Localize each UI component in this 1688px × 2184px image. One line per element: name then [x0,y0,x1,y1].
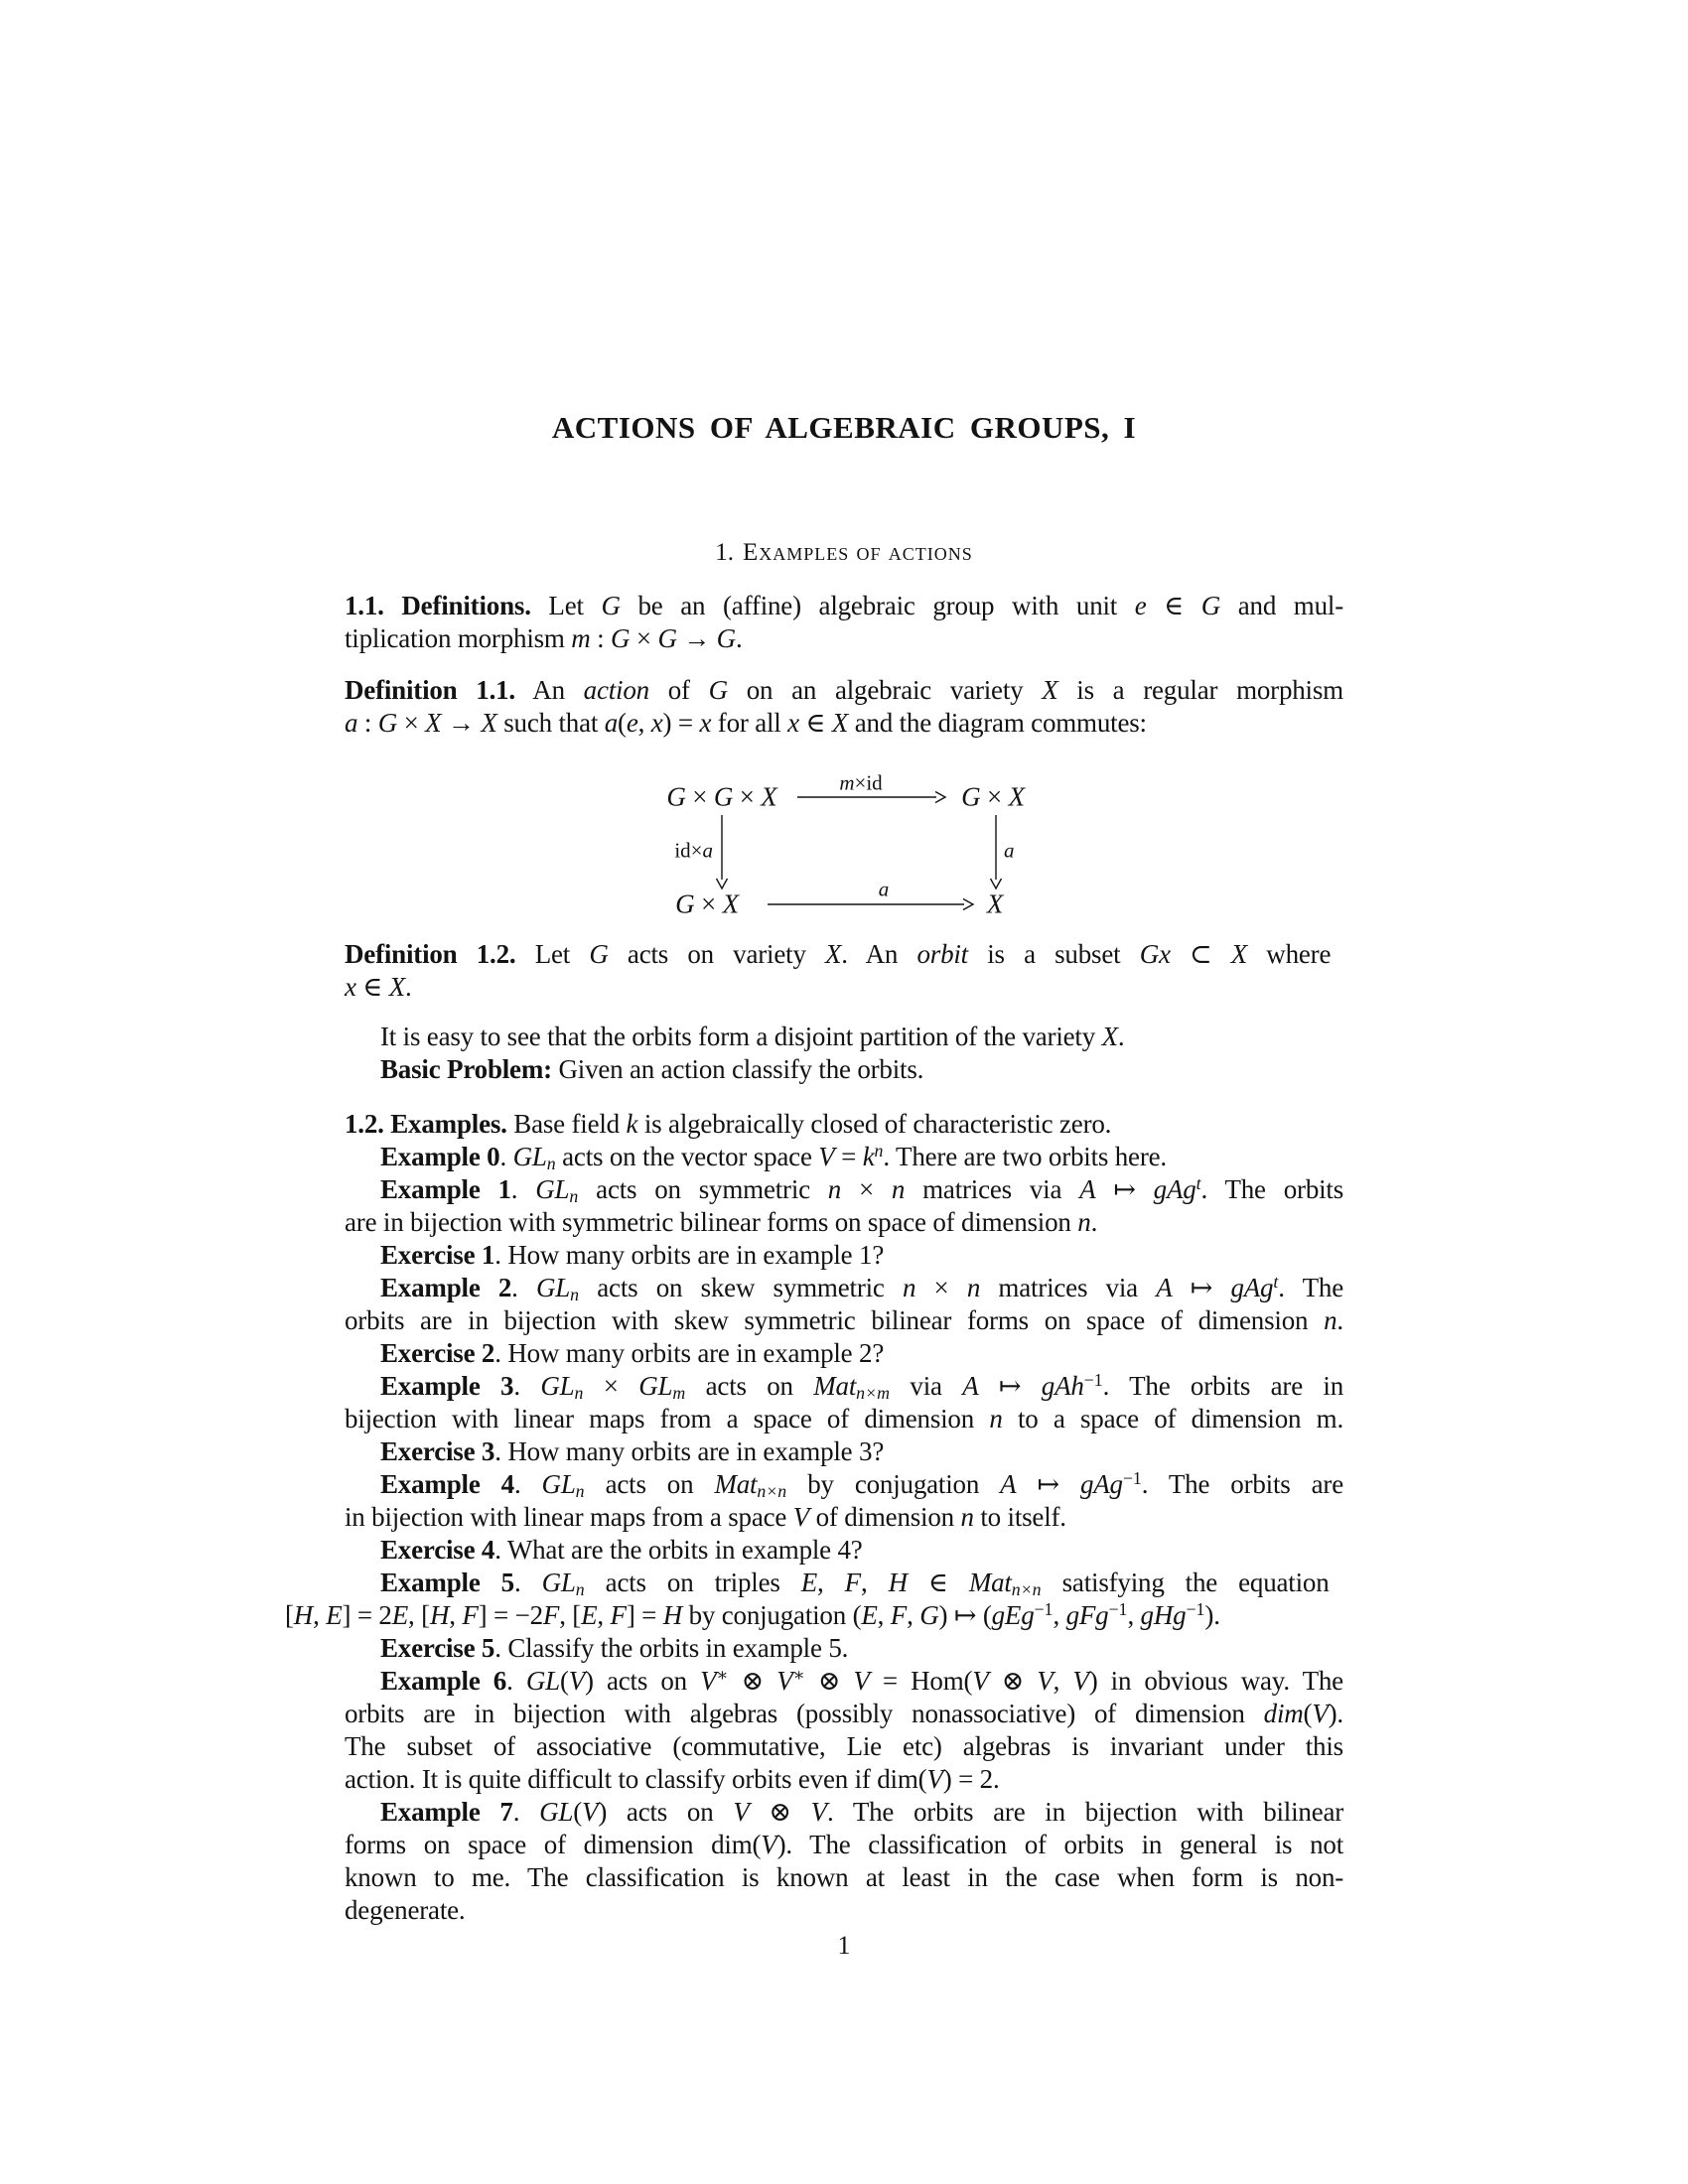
commutative-diagram [345,740,1343,938]
text-line: in bijection with linear maps from a space V of dimension n to itself. [345,1502,1066,1532]
diagram-node-gxx-top: G × X [961,781,1025,812]
page-number: 1 [837,1931,851,1960]
text-line: Example 7. GL(V) acts on V ⊗ V. The orbits are in bijection with bilinear [380,1797,1344,1827]
text-line: Definition 1.2. Let G acts on variety X. An orbit is a subset Gx ⊂ X where [345,939,1332,969]
diagram-node-gxgxx: G × G × X [666,781,777,812]
text-line: forms on space of dimension dim(V). The classification of orbits in general is not [345,1830,1344,1859]
text-line: [H, E] = 2E, [H, F] = −2F, [E, F] = H by conjugation (E, F, G) ↦ (gEg$^{-1}$, gFg$^{-1}$, gHg$^{-1}$). [285,1599,1220,1630]
text-line: orbits are in bijection with skew symmetric bilinear forms on space of dimension n. [345,1305,1343,1335]
section-number: 1. [715,539,734,566]
intro-paragraphs [345,590,1343,740]
text-line: a : G × X → X such that a(e, x) = x for all x ∈ X and the diagram commutes: [345,708,1147,738]
text-line: 1.2. Examples. Base field k is algebraically closed of characteristic zero. [345,1109,1112,1139]
text-line: orbits are in bijection with algebras (possibly nonassociative) of dimension dim(V). [345,1699,1343,1728]
text-line: Exercise 1. How many orbits are in example 1? [380,1240,885,1270]
section-title: Examples of actions [742,539,973,566]
page-title: ACTIONS OF ALGEBRAIC GROUPS, I [551,410,1137,445]
text-line: 1.1. Definitions. Let G be an (affine) algebraic group with unit e ∈ G and mul- [345,591,1344,620]
text-line: are in bijection with symmetric bilinear forms on space of dimension n. [345,1207,1098,1237]
diagram-label-id-a: id×a [674,838,713,863]
text-line: Example 6. GL(V) acts on V∗ ⊗ V∗ ⊗ V = Hom(V ⊗ V, V) in obvious way. The [380,1665,1343,1696]
diagram-label-a-bottom: a [878,877,890,901]
diagram-node-x: X [986,888,1004,919]
document-body [285,590,1344,1927]
text-line: It is easy to see that the orbits form a disjoint partition of the variety X. [380,1022,1125,1051]
text-line: Exercise 4. What are the orbits in example 4? [380,1535,863,1565]
text-line: Exercise 5. Classify the orbits in example 5. [380,1633,849,1663]
diagram-label-m-id: m×id [839,770,883,795]
text-line: Basic Problem: Given an action classify the orbits. [380,1054,924,1084]
text-line: Definition 1.1. An action of G on an algebraic variety X is a regular morphism [345,675,1343,705]
diagram-arrows [345,740,1343,938]
text-line: Example 2. $GL_n$ acts on skew symmetric n × n matrices via A ↦ gAg$^t$. The [380,1272,1343,1305]
text-line: Example 1. $GL_n$ acts on symmetric n × n matrices via A ↦ gAg$^t$. The orbits [380,1173,1344,1207]
text-line: known to me. The classification is known at least in the case when form is non- [345,1862,1344,1892]
section-heading [0,538,1688,568]
main-paragraphs [285,938,1344,1927]
text-line: bijection with linear maps from a space of dimension n to a space of dimension m. [345,1404,1343,1433]
text-line: Exercise 3. How many orbits are in example 3? [380,1436,885,1466]
text-line: The subset of associative (commutative, Lie etc) algebras is invariant under this [345,1731,1343,1761]
text-line: Example 5. $GL_n$ acts on triples E, F, H ∈ Mat$_{n\times n}$ satisfying the equation [380,1568,1330,1600]
arrow-left [717,815,728,888]
text-line: Exercise 2. How many orbits are in example 2? [380,1338,885,1368]
text-line: degenerate. [345,1895,466,1925]
arrow-bottom [768,899,973,910]
text-line: x ∈ X. [345,972,412,1002]
text-line: tiplication morphism m : G × G → G. [345,623,743,653]
arrow-right [991,815,1002,888]
diagram-node-gxx-bottom: G × X [675,888,739,919]
text-line: Example 0. $GL_n$ acts on the vector space $V = k^n$. There are two orbits here. [380,1141,1167,1174]
diagram-label-a-right: a [1004,838,1015,863]
text-line: Example 3. $GL_n \times GL_m$ acts on Mat$_{n\times m}$ via A ↦ gAh$^{-1}$. The orbits are in [380,1370,1344,1404]
text-line: action. It is quite difficult to classify orbits even if dim(V) = 2. [345,1764,1000,1794]
text-line: Example 4. $GL_n$ acts on Mat$_{n\times n}$ by conjugation A ↦ gAg$^{-1}$. The orbits are [380,1468,1343,1502]
